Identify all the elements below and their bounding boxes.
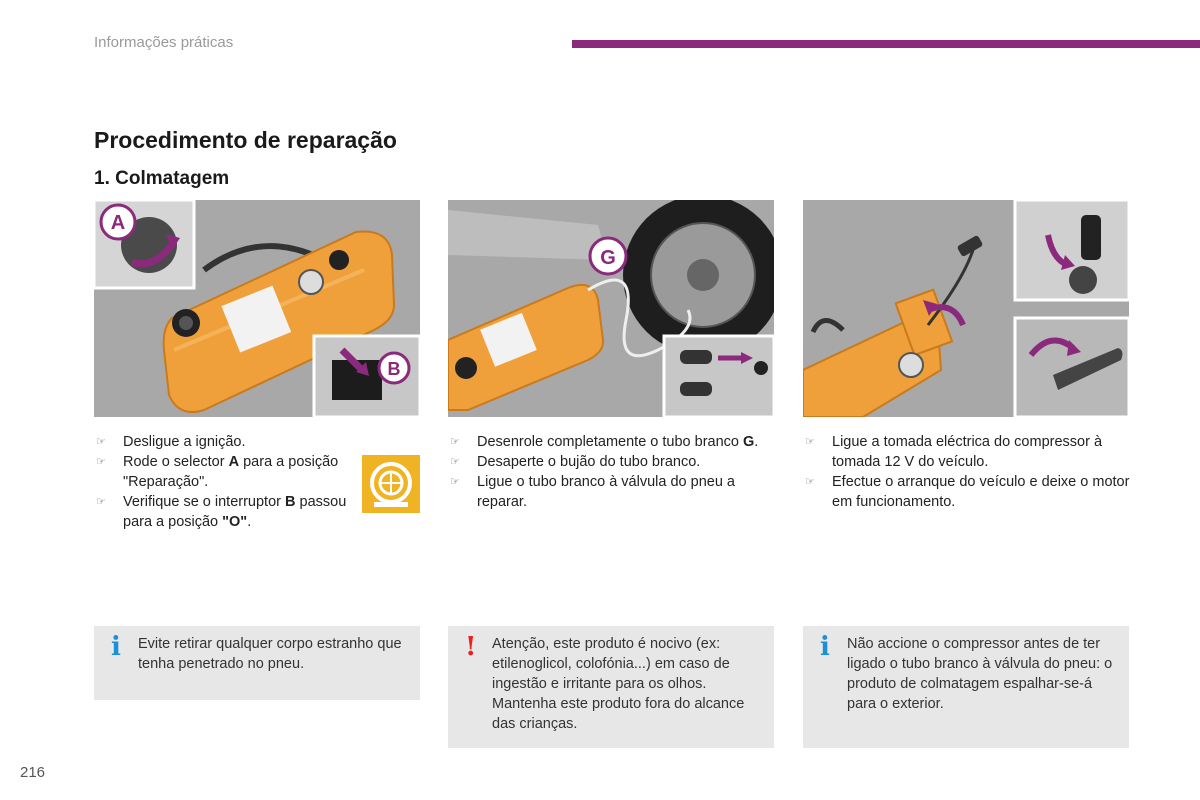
hand-pointer-icon: ☞ bbox=[450, 456, 460, 468]
note-text: Atenção, este produto é nocivo (ex: etilenoglicol, colofónia...) em caso de ingestão e irritante para os olhos. Mantenha este produto fora do alcance das crianças. bbox=[492, 636, 745, 732]
note-text: Evite retirar qualquer corpo estranho que tenha penetrado no pneu. bbox=[138, 636, 402, 672]
step-item: ☞ Efectue o arranque do veículo e deixe o motor em funcionamento. bbox=[805, 474, 1130, 510]
hand-pointer-icon: ☞ bbox=[450, 436, 460, 448]
note-text: Não accione o compressor antes de ter ligado o tubo branco à válvula do pneu: o produto de colmatagem espalhar-se-á para o exterior. bbox=[847, 636, 1113, 712]
step-item: ☞ Ligue a tomada eléctrica do compressor à tomada 12 V do veículo. bbox=[805, 434, 1103, 470]
page-number: 216 bbox=[20, 764, 46, 781]
warning-note-harmful-product bbox=[448, 626, 774, 748]
step-item: ☞ Rode o selector A para a posição "Reparação". bbox=[96, 454, 339, 490]
info-icon: i bbox=[820, 632, 830, 662]
info-icon: i bbox=[111, 632, 121, 662]
callout-a-label: A bbox=[110, 212, 126, 234]
info-note-compressor bbox=[803, 626, 1129, 748]
header-accent-bar bbox=[572, 40, 1200, 48]
steps-list-socket bbox=[803, 432, 1133, 512]
step-item: ☞ Desaperte o bujão do tubo branco. bbox=[450, 454, 701, 470]
step-item: ☞ Desligue a ignição. bbox=[96, 434, 246, 450]
callout-g-label: G bbox=[600, 247, 616, 269]
step-item: ☞ Ligue o tubo branco à válvula do pneu a reparar. bbox=[450, 474, 735, 510]
photo-plug-12v-socket bbox=[803, 200, 1129, 417]
step-item: ☞ Desenrole completamente o tubo branco G. bbox=[450, 434, 759, 450]
hand-pointer-icon: ☞ bbox=[96, 496, 106, 508]
tyre-repair-icon bbox=[362, 455, 420, 513]
steps-list-tube bbox=[448, 432, 778, 512]
info-note-foreign-object bbox=[94, 626, 420, 700]
hand-pointer-icon: ☞ bbox=[805, 476, 815, 488]
callout-b-label: B bbox=[387, 359, 401, 379]
page-title: Procedimento de reparação bbox=[94, 127, 397, 153]
steps-list-selector bbox=[94, 432, 354, 532]
section-subtitle: 1. Colmatagem bbox=[94, 168, 230, 189]
hand-pointer-icon: ☞ bbox=[96, 436, 106, 448]
hand-pointer-icon: ☞ bbox=[805, 436, 815, 448]
hand-pointer-icon: ☞ bbox=[96, 456, 106, 468]
section-label: Informações práticas bbox=[94, 34, 234, 51]
photo-tube-to-valve bbox=[448, 200, 774, 417]
warning-icon: ! bbox=[465, 632, 477, 662]
photo-repair-kit-selector bbox=[94, 200, 420, 417]
hand-pointer-icon: ☞ bbox=[450, 476, 460, 488]
step-item: ☞ Verifique se o interruptor B passou para a posição "O". bbox=[96, 494, 347, 530]
